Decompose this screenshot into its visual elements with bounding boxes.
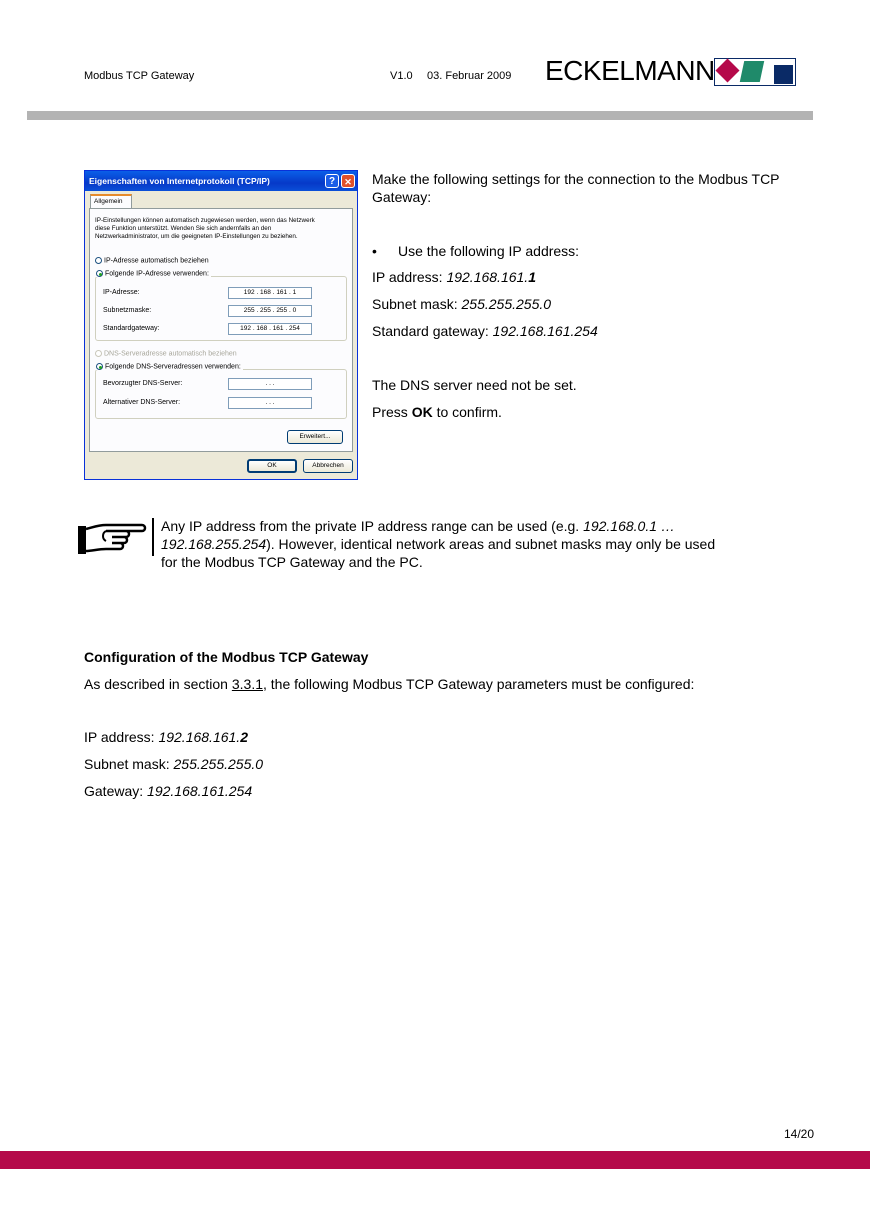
radio-icon bbox=[95, 350, 102, 357]
config-desc: As described in section 3.3.1, the following Modbus TCP Gateway parameters must be configured: bbox=[84, 676, 695, 692]
press-ok-note: Press OK to confirm. bbox=[372, 404, 502, 420]
config-mask: Subnet mask: 255.255.255.0 bbox=[84, 756, 264, 772]
label-mask: Subnetzmaske: bbox=[103, 307, 152, 314]
settings-ip: IP address: 192.168.161.1 bbox=[372, 269, 536, 285]
doc-version: V1.0 bbox=[390, 70, 413, 82]
radio-manual-dns[interactable] bbox=[96, 363, 243, 370]
label-gateway: Standardgateway: bbox=[103, 325, 160, 332]
dialog-title: Eigenschaften von Internetprotokoll (TCP/IP) bbox=[89, 176, 270, 186]
radio-manual-ip-label: Folgende IP-Adresse verwenden: bbox=[105, 270, 209, 278]
radio-manual-dns-label: Folgende DNS-Serveradressen verwenden: bbox=[105, 363, 241, 371]
logo-navy-square-icon bbox=[774, 65, 793, 84]
ok-button[interactable]: OK bbox=[247, 459, 297, 473]
bullet-dot: • bbox=[372, 243, 377, 259]
ip-range-note: Any IP address from the private IP address range can be used (e.g. 192.168.0.1 … 192.168.255.254). However, identical network areas and subnet masks may only be used for the Modbus TCP Gateway and the PC. bbox=[161, 518, 716, 570]
help-button[interactable]: ? bbox=[325, 174, 339, 188]
config-ip: IP address: 192.168.161.2 bbox=[84, 729, 248, 745]
label-dns2: Alternativer DNS-Server: bbox=[103, 399, 181, 406]
label-dns1: Bevorzugter DNS-Server: bbox=[103, 380, 183, 387]
tcpip-properties-dialog bbox=[84, 170, 358, 480]
gateway-input[interactable]: 192 . 168 . 161 . 254 bbox=[228, 323, 312, 335]
label-ip: IP-Adresse: bbox=[103, 289, 140, 296]
settings-intro: Make the following settings for the connection to the Modbus TCP Gateway: bbox=[372, 171, 780, 205]
cancel-button[interactable]: Abbrechen bbox=[303, 459, 353, 473]
radio-manual-ip[interactable] bbox=[96, 270, 211, 277]
section-link[interactable]: 3.3.1 bbox=[231, 676, 263, 692]
header-rule bbox=[27, 111, 813, 120]
ip-address-input[interactable]: 192 . 168 . 161 . 1 bbox=[228, 287, 312, 299]
general-panel bbox=[89, 208, 353, 452]
radio-auto-dns-label: DNS-Serveradresse automatisch beziehen bbox=[104, 350, 237, 358]
alternate-dns-input[interactable]: . . . bbox=[228, 397, 312, 409]
footer-bar bbox=[0, 1151, 870, 1169]
advanced-button[interactable]: Erweitert... bbox=[287, 430, 343, 444]
dialog-titlebar bbox=[85, 171, 357, 191]
subnet-mask-input[interactable]: 255 . 255 . 255 . 0 bbox=[228, 305, 312, 317]
radio-auto-dns[interactable] bbox=[95, 350, 237, 357]
config-gateway: Gateway: 192.168.161.254 bbox=[84, 783, 253, 799]
radio-auto-ip[interactable] bbox=[95, 257, 209, 264]
radio-auto-ip-label: IP-Adresse automatisch beziehen bbox=[104, 257, 209, 265]
dialog-intro: IP-Einstellungen können automatisch zugewiesen werden, wenn das Netzwerk diese Funktion unterstützt. Wenden Sie sich andernfalls an den Netzwerkadministrator, um die geeigneten IP-Einstellungen zu beziehen. bbox=[95, 217, 315, 240]
doc-date: 03. Februar 2009 bbox=[427, 70, 512, 82]
dns-note: The DNS server need not be set. bbox=[372, 377, 577, 393]
settings-mask: Subnet mask: 255.255.255.0 bbox=[372, 296, 552, 312]
close-button[interactable]: ✕ bbox=[341, 174, 355, 188]
dns-group bbox=[95, 369, 347, 419]
doc-title: Modbus TCP Gateway bbox=[84, 70, 195, 82]
page-number: 14/20 bbox=[784, 1127, 815, 1141]
preferred-dns-input[interactable]: . . . bbox=[228, 378, 312, 390]
config-heading: Configuration of the Modbus TCP Gateway bbox=[84, 649, 369, 665]
radio-icon bbox=[96, 270, 103, 277]
pointing-hand-icon bbox=[76, 520, 152, 560]
logo-text: ECKELMANN bbox=[545, 55, 715, 86]
radio-icon bbox=[96, 363, 103, 370]
tab-allgemein[interactable]: Allgemein bbox=[90, 194, 132, 208]
note-divider bbox=[152, 518, 154, 556]
radio-icon bbox=[95, 257, 102, 264]
settings-bullet: Use the following IP address: bbox=[398, 243, 580, 259]
settings-gateway: Standard gateway: 192.168.161.254 bbox=[372, 323, 598, 339]
